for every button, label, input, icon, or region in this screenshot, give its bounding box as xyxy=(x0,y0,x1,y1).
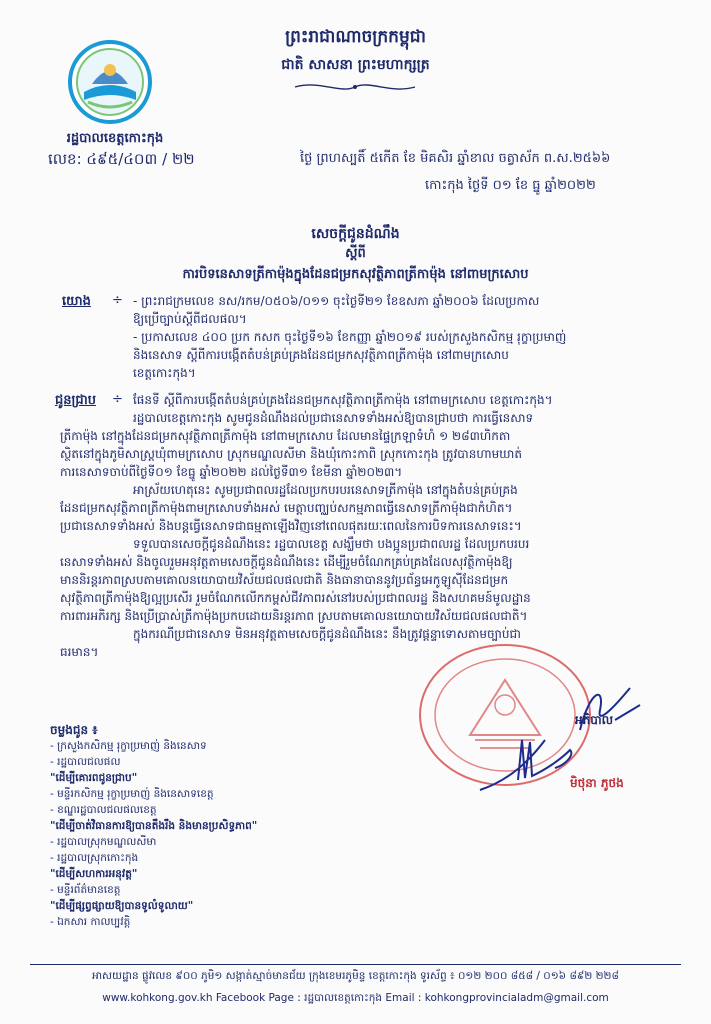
recipient-line: - ខណ្ឌរដ្ឋបាលជលផលខេត្ត xyxy=(50,804,157,816)
notice-colon: ÷ xyxy=(112,392,123,407)
notice-line: ការពារអភិរក្ស និងប្រើប្រាស់ត្រីកាម៉ុងប្រកបដោយនិរន្តរភាព ស្របតាមគោលនយោបាយវិស័យជលផលជាតិ។ xyxy=(60,609,528,623)
notice-line: ដែនជម្រកសុវត្ថិភាពត្រីកាម៉ុងពាមក្រសោបទាំងអស់ មេត្តាបញ្ឈប់សកម្មភាពធ្វើនេសាទត្រីកាម៉ុងជាកំហិត។ xyxy=(60,501,513,515)
recipient-line: - រដ្ឋបាលស្រុកមណ្ឌលសីមា xyxy=(50,836,157,848)
reference-colon: ÷ xyxy=(112,293,123,308)
notice-line: ផែនទី ស្តីពីការបង្កើតតំបន់គ្រប់គ្រងដែនជម្រកសុវត្ថិភាពត្រីកាម៉ុង នៅពាមក្រសោប ខេត្តកោះកុង។ xyxy=(133,393,553,407)
recipient-line: "ដើម្បីគោរពជូនជ្រាប" xyxy=(50,772,138,784)
recipient-line: "ដើម្បីផ្សព្វផ្សាយឱ្យបានទូលំទូលាយ" xyxy=(50,900,194,912)
notice-line: ប្រជានេសាទទាំងអស់ និងបន្តធ្វើនេសាទជាធម្មតាឡើងវិញនៅពេលផុតរយៈពេលនៃការបិទការនេសាទនេះ។ xyxy=(60,519,522,533)
footer-divider xyxy=(30,964,681,965)
recipient-line: - ក្រសួងកសិកម្ម រុក្ខាប្រមាញ់ និងនេសាទ xyxy=(50,740,207,752)
recipient-line: "ដើម្បីសហការអនុវត្ត" xyxy=(50,868,138,880)
lunar-date: ថ្ងៃ ព្រហស្បតិ៍ ៥កើត ខែ មិគសិរ ឆ្នាំខាល ចត្វាស័ក ព.ស.២៥៦៦ xyxy=(300,151,611,166)
recipients-block xyxy=(50,722,257,930)
notice-line: មាននិរន្តរភាពស្របតាមគោលនយោបាយវិស័យជលផលជាតិ និងធានាបាននូវប្រព័ន្ធអេកូឡូស៊ីដែនជម្រក xyxy=(60,573,509,587)
notice-line: ការនេសាទចាប់ពីថ្ងៃទី០១ ខែធ្នូ ឆ្នាំ២០២២ ដល់ថ្ងៃទី៣១ ខែមីនា ឆ្នាំ២០២៣។ xyxy=(60,465,403,479)
signatory-name: មិថុនា ភូថង xyxy=(570,776,624,790)
kingdom-title: ព្រះរាជាណាចក្រកម្ពុជា xyxy=(285,27,426,47)
reference-number: លេខ: ៤៩៥/៤០៣ / ២២ xyxy=(48,150,195,168)
recipient-line: - មន្ទីរព័ត៌មានខេត្ត xyxy=(50,884,121,896)
notice-line: នេសាទទាំងអស់ និងចូលរួមអនុវត្តតាមសេចក្តីជូនដំណឹងនេះ ដើម្បីរួមចំណែកគ្រប់គ្រងដែលសុវត្ថិកាម៉ុងឱ្យ xyxy=(60,555,513,569)
reference-line: និងនេសាទ ស្តីពីការបង្កើតតំបន់គ្រប់គ្រងដែនជម្រកសុវត្ថិភាពត្រីកាម៉ុង នៅពាមក្រសោប xyxy=(133,348,509,362)
reference-label: យោង xyxy=(62,294,91,309)
recipient-line: - ឯកសារ កាលប្បវត្តិ xyxy=(50,916,131,928)
document-type: សេចក្តីជូនដំណឹង xyxy=(311,226,400,242)
ornament-divider-icon xyxy=(285,80,425,94)
recipient-line: - រដ្ឋបាលស្រុកកោះកុង xyxy=(50,852,139,864)
recipient-line: - រដ្ឋបាលជលផល xyxy=(50,756,121,768)
notice-subject: ការបិទនេសាទត្រីកាម៉ុងក្នុងដែនជម្រកសុវត្ថិភាពត្រីកាម៉ុង នៅពាមក្រសោប xyxy=(182,267,529,282)
notice-line: សុវត្ថិភាពត្រីកាម៉ុងឱ្យល្អប្រសើរ រួមចំណែកលើកកម្ពស់ជីវភាពរស់នៅរបស់ប្រជាពលរដ្ឋ និងសហគមន៍មូលដ្ឋាន xyxy=(60,591,531,605)
notice-line: ទទួលបានសេចក្តីជូនដំណឹងនេះ រដ្ឋបាលខេត្ត សង្ឃឹមថា បងប្អូនប្រជាពលរដ្ឋ ដែលប្រកបរបរ xyxy=(133,537,530,551)
provincial-emblem-icon xyxy=(68,40,152,124)
regarding-label: ស្តីពី xyxy=(345,246,366,261)
reference-line: - ប្រកាសលេខ ៤០០ ប្រក កសក ចុះថ្ងៃទី១៦ ខែកញ្ញា ឆ្នាំ២០១៩ របស់ក្រសួងកសិកម្ម រុក្ខាប្រមាញ់ xyxy=(133,330,567,344)
notice-line: ធរមាន។ xyxy=(60,645,99,659)
recipient-line: - មន្ទីរកសិកម្ម រុក្ខាប្រមាញ់ និងនេសាទខេត្ត xyxy=(50,788,214,800)
reference-line: - ព្រះរាជក្រមលេខ នស/រកម/០៥០៦/០១១ ចុះថ្ងៃទី២១ ខែឧសភា ឆ្នាំ២០០៦ ដែលប្រកាស xyxy=(133,294,540,308)
recipients-label: ចម្លងជូន ៖ xyxy=(50,723,98,737)
recipient-line: "ដើម្បីចាត់វិធានការឱ្យបានតឹងរឹង និងមានប្រសិទ្ធភាព" xyxy=(50,820,258,832)
reference-line: ឱ្យប្រើច្បាប់ស្តីពីជលផល។ xyxy=(133,312,247,326)
notice-line: រដ្ឋបាលខេត្តកោះកុង សូមជូនដំណឹងដល់ប្រជានេសាទទាំងអស់ឱ្យបានជ្រាបថា ការធ្វើនេសាទ xyxy=(133,411,534,425)
notice-line: ត្រីកាម៉ុង នៅក្នុងដែនជម្រកសុវត្ថិភាពត្រីកាម៉ុង នៅពាមក្រសោប ដែលមានផ្ទៃក្រឡាទំហំ ១ ២៨៣ហិកតា xyxy=(60,429,511,443)
notice-line: ស្ថិតនៅក្នុងភូមិសាស្ត្រឃុំពាមក្រសោប ស្រុកមណ្ឌលសីមា និងឃុំកោះកាពិ ស្រុកកោះកុង ត្រូវបានហាមឃាត់ xyxy=(60,447,523,461)
notice-line: ក្នុងករណីប្រជានេសាទ មិនអនុវត្តតាមសេចក្តីជូនដំណឹងនេះ នឹងត្រូវផ្តន្ទាទោសតាមច្បាប់ជា xyxy=(133,627,521,641)
signatory-title: អភិបាល xyxy=(575,713,614,727)
footer-address: អាសយដ្ឋាន ផ្លូវលេខ ៩០០ ភូមិ១ សង្កាត់ស្មាច់មានជ័យ ក្រុងខេមរភូមិន្ទ ខេត្តកោះកុង ទូរស័ព្ទ ៖ ០១២ ២០០ ៨៥៨ / ០១៦ ៨៩២ ២២៨ xyxy=(92,970,619,982)
footer-contact: www.kohkong.gov.kh Facebook Page : រដ្ឋបាលខេត្តកោះកុង Email : kohkongprovincialadm@gmail.com xyxy=(102,992,609,1004)
notice-label: ជូនជ្រាប xyxy=(55,393,97,408)
solar-date: កោះកុង ថ្ងៃទី ០១ ខែ ធ្នូ ឆ្នាំ២០២២ xyxy=(425,178,596,193)
notice-body xyxy=(60,391,553,661)
notice-line: អាស្រ័យហេតុនេះ សូមប្រជាពលរដ្ឋដែលប្រកបរបរនេសាទត្រីកាម៉ុង នៅក្នុងតំបន់គ្រប់គ្រង xyxy=(133,483,518,497)
national-motto: ជាតិ សាសនា ព្រះមហាក្សត្រ xyxy=(281,57,430,73)
reference-list xyxy=(133,292,566,382)
issuing-authority: រដ្ឋបាលខេត្តកោះកុង xyxy=(66,131,164,146)
reference-line: ខេត្តកោះកុង។ xyxy=(133,366,196,380)
